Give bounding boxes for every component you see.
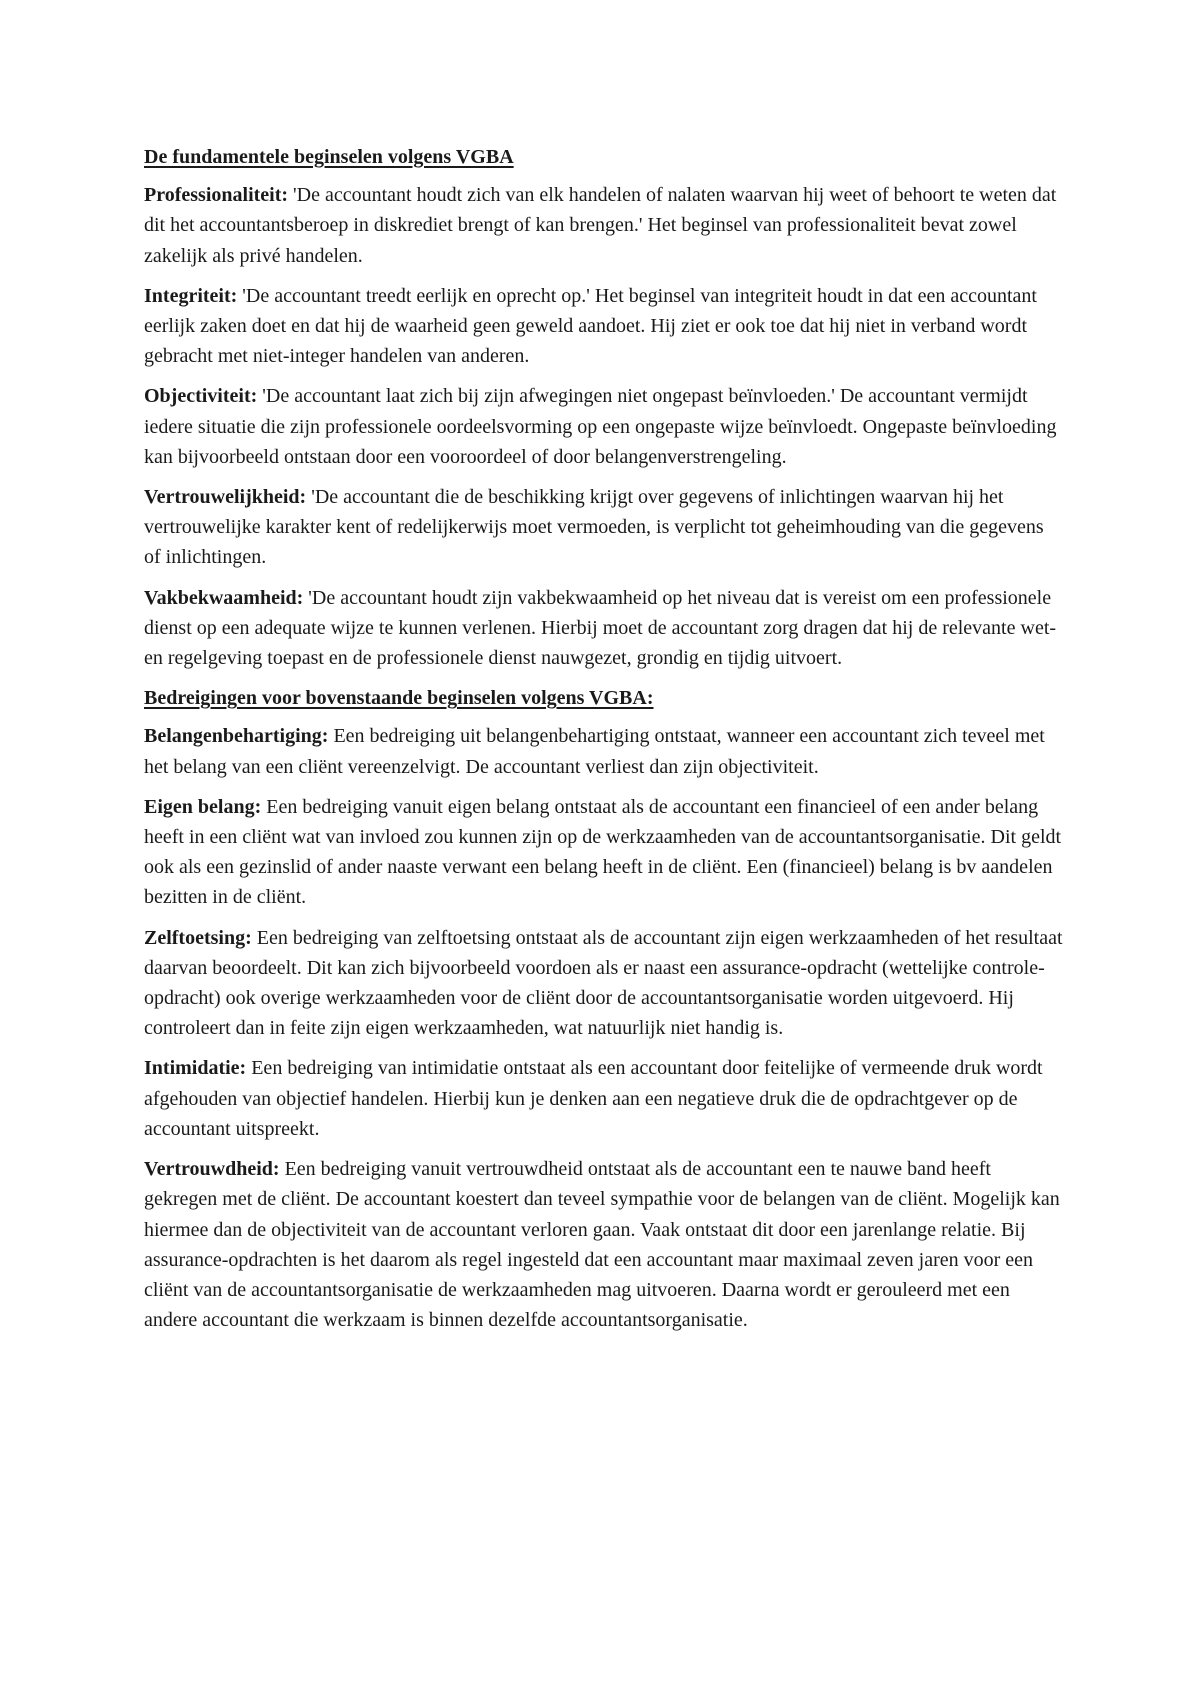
paragraph-text: Een bedreiging vanuit eigen belang ontstaat als de accountant een financieel of een ander belang heeft in een cliënt wat van invloed zou kunnen zijn op de werkzaamheden van de accountantsorganisatie. Dit geldt ook als een gezinslid of ander naaste verwant een belang heeft in de cliënt. Een (financieel) belang is bv aandelen bezitten in de cliënt. bbox=[144, 795, 1062, 909]
paragraph-objectiviteit bbox=[144, 381, 1064, 472]
section-heading-principles: De fundamentele beginselen volgens VGBA bbox=[144, 146, 514, 168]
paragraph-professionaliteit bbox=[144, 180, 1064, 271]
paragraph-belangenbehartiging bbox=[144, 721, 1064, 781]
paragraph-text: 'De accountant laat zich bij zijn afwegingen niet ongepast beïnvloeden.' De accountant vermijdt iedere situatie die zijn professionele oordeelsvorming op een ongepaste wijze beïnvloedt. Ongepaste beïnvloeding kan bijvoorbeeld ontstaan door een vooroordeel of door belangenverstrengeling. bbox=[144, 385, 1057, 468]
paragraph-text: Een bedreiging van intimidatie ontstaat als een accountant door feitelijke of vermeende druk wordt afgehouden van objectief handelen. Hierbij kun je denken aan een negatieve druk die de opdrachtgever op de accountant uitspreekt. bbox=[144, 1057, 1043, 1140]
term-label: Objectiviteit: bbox=[144, 385, 258, 408]
paragraph-eigen-belang bbox=[144, 792, 1064, 913]
paragraph-text: 'De accountant houdt zich van elk handelen of nalaten waarvan hij weet of behoort te weten dat dit het accountantsberoep in diskrediet brengt of kan brengen.' Het beginsel van professionaliteit bevat zowel zakelijk als privé handelen. bbox=[144, 184, 1057, 267]
paragraph-intimidatie bbox=[144, 1053, 1064, 1144]
paragraph-text: 'De accountant houdt zijn vakbekwaamheid op het niveau dat is vereist om een professionele dienst op een adequate wijze te kunnen verlenen. Hierbij moet de accountant zorg dragen dat hij de relevante wet- en regelgeving toepast en de professionele dienst nauwgezet, grondig en tijdig uitvoert. bbox=[144, 586, 1057, 670]
term-label: Zelftoetsing: bbox=[144, 926, 252, 949]
paragraph-text: Een bedreiging uit belangenbehartiging ontstaat, wanneer een accountant zich teveel met het belang van een cliënt vereenzelvigt. De accountant verliest dan zijn objectiviteit. bbox=[144, 725, 1045, 778]
section-heading-threats: Bedreigingen voor bovenstaande beginselen volgens VGBA: bbox=[144, 687, 654, 710]
term-label: Integriteit: bbox=[144, 284, 238, 307]
term-label: Belangenbehartiging: bbox=[144, 725, 329, 748]
paragraph-text: 'De accountant die de beschikking krijgt over gegevens of inlichtingen waarvan hij het vertrouwelijke karakter kent of redelijkerwijs moet vermoeden, is verplicht tot geheimhouding van die gegevens of inlichtingen. bbox=[144, 486, 1044, 569]
term-label: Eigen belang: bbox=[144, 795, 262, 818]
paragraph-zelftoetsing bbox=[144, 923, 1064, 1044]
paragraph-integriteit bbox=[144, 281, 1064, 372]
term-label: Professionaliteit: bbox=[144, 184, 289, 207]
paragraph-vertrouwdheid bbox=[144, 1154, 1064, 1335]
term-label: Intimidatie: bbox=[144, 1057, 247, 1080]
paragraph-vertrouwelijkheid bbox=[144, 482, 1064, 573]
term-label: Vakbekwaamheid: bbox=[144, 586, 304, 609]
paragraph-vakbekwaamheid bbox=[144, 583, 1064, 674]
term-label: Vertrouwdheid: bbox=[144, 1158, 280, 1181]
paragraph-text: 'De accountant treedt eerlijk en oprecht op.' Het beginsel van integriteit houdt in dat een accountant eerlijk zaken doet en dat hij de waarheid geen geweld aandoet. Hij ziet er ook toe dat hij niet in verband wordt gebracht met niet-integer handelen van anderen. bbox=[144, 284, 1037, 368]
paragraph-text: Een bedreiging vanuit vertrouwdheid ontstaat als de accountant een te nauwe band heeft gekregen met de cliënt. De accountant koestert dan teveel sympathie voor de belangen van de cliënt. Mogelijk kan hiermee dan de objectiviteit van de accountant verloren gaan. Vaak ontstaat dit door een jarenlange relatie. Bij assurance-opdrachten is het daarom als regel ingesteld dat een accountant maar maximaal zeven jaren voor een cliënt van de accountantsorganisatie de werkzaamheden mag uitvoeren. Daarna wordt er gerouleerd met een andere accountant die werkzaam is binnen dezelfde accountantsorganisatie. bbox=[144, 1158, 1060, 1332]
document-page bbox=[144, 142, 1064, 1345]
term-label: Vertrouwelijkheid: bbox=[144, 486, 307, 509]
paragraph-text: Een bedreiging van zelftoetsing ontstaat als de accountant zijn eigen werkzaamheden of het resultaat daarvan beoordeelt. Dit kan zich bijvoorbeeld voordoen als er naast een assurance-opdracht (wettelijke controle-opdracht) ook overige werkzaamheden voor de cliënt door de accountantsorganisatie worden uitgevoerd. Hij controleert dan in feite zijn eigen werkzaamheden, wat natuurlijk niet handig is. bbox=[144, 926, 1063, 1040]
